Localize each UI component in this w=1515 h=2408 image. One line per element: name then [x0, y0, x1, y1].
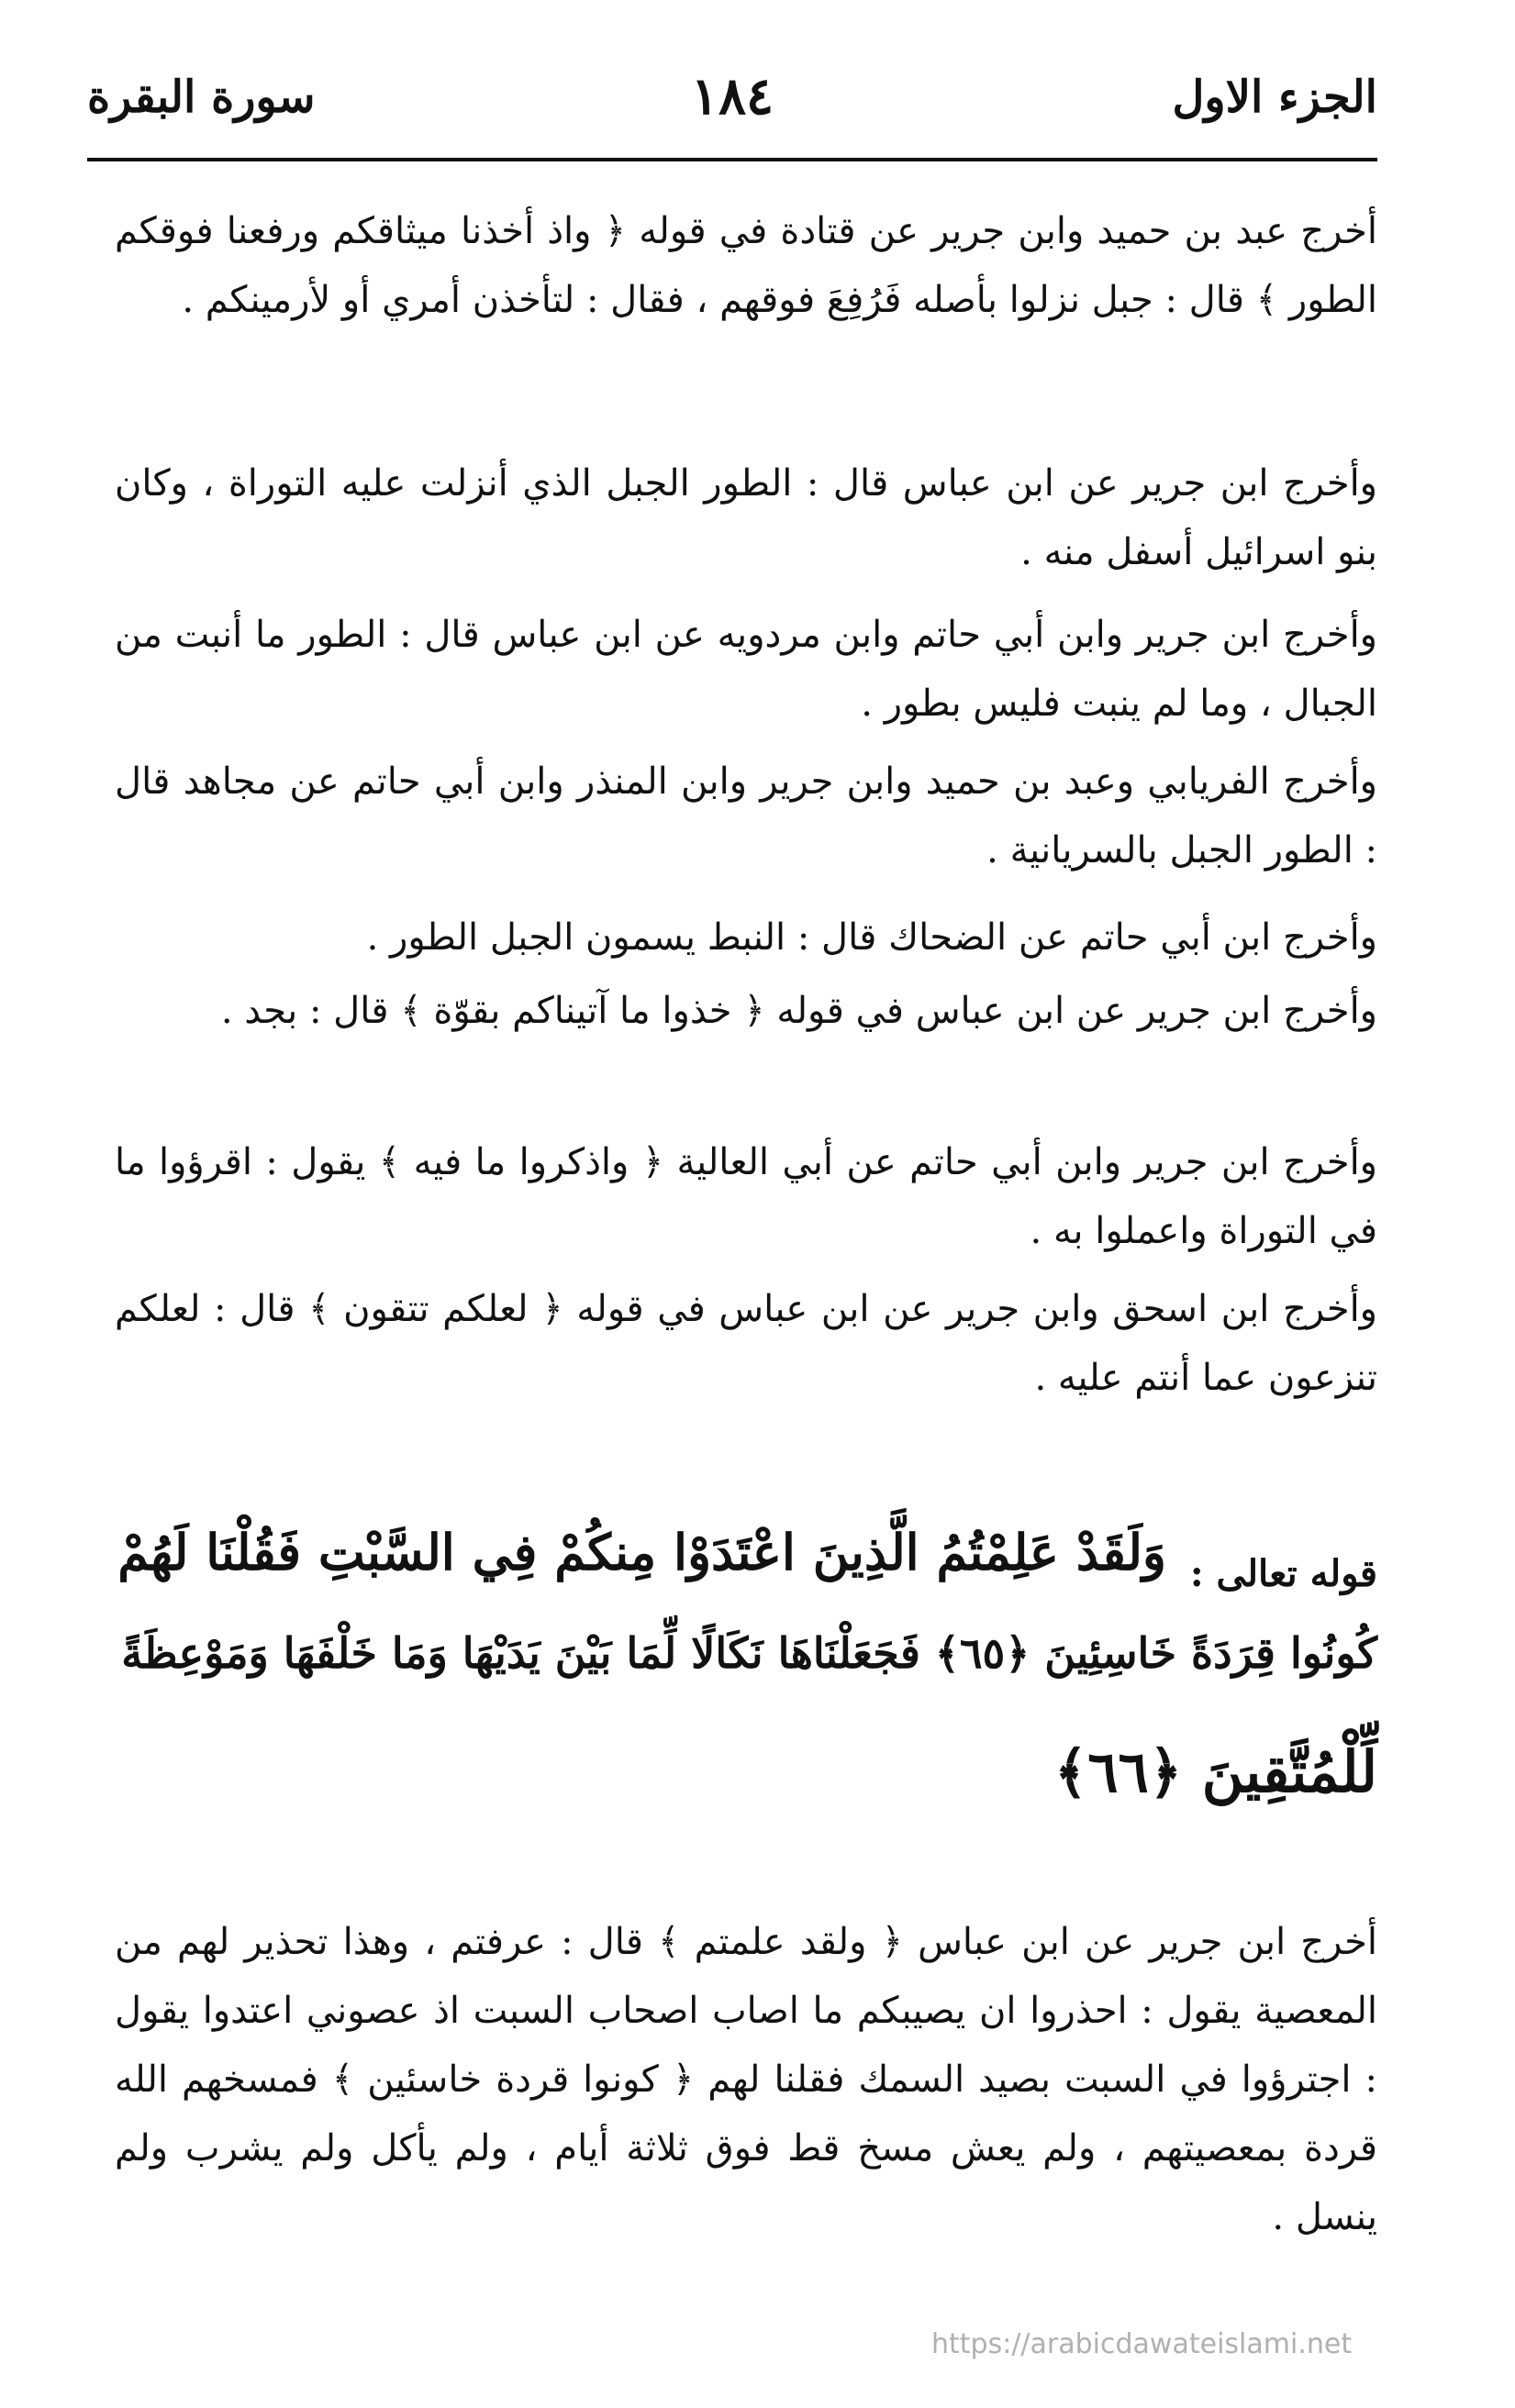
header-divider	[87, 158, 1377, 161]
page-number: ١٨٤	[690, 66, 774, 127]
verse-line-2: كُونُوا قِرَدَةً خَاسِئِينَ ﴿٦٥﴾ فَجَعَلْنَاهَا نَكَالًا لِّمَا بَيْنَ يَدَيْهَا وَمَا خَلْفَهَا وَمَوْعِظَةً	[121, 1628, 1377, 1678]
watermark-url: https://arabicdawateislami.net	[931, 2328, 1353, 2360]
paragraph-5: وأخرج ابن أبي حاتم عن الضحاك قال : النبط يسمون الجبل الطور .	[366, 916, 1377, 959]
surah-label: سورة البقرة	[87, 72, 316, 123]
part-label: الجزء الاول	[1172, 72, 1377, 123]
commentary-paragraph: أخرج ابن جرير عن ابن عباس ﴿ ولقد علمتم ﴾ قال : عرفتم ، وهذا تحذير لهم من المعصية يقول : احذروا ان يصيبكم ما اصاب اصحاب السبت اذ عصوني اعتدوا يقول : اجترؤوا في السبت بصيد السمك فقلنا لهم ﴿ كونوا قردة خاسئين ﴾ فمسخهم الله قردة بمعصيتهم ، ولم يعش مسخ قط فوق ثلاثة أيام ، ولم يأكل ولم يشرب ولم ينسل .	[115, 1921, 1378, 2238]
paragraph-3: وأخرج ابن جرير وابن أبي حاتم وابن مردويه عن ابن عباس قال : الطور ما أنبت من الجبال ، وما لم ينبت فليس بطور .	[115, 614, 1377, 725]
paragraph-2: وأخرج ابن جرير عن ابن عباس قال : الطور الجبل الذي أنزلت عليه التوراة ، وكان بنو اسرائيل أسفل منه .	[115, 462, 1377, 573]
verse-line-3: لِّلْمُتَّقِينَ ﴿٦٦﴾	[1053, 1738, 1377, 1805]
quran-verse-block	[115, 1514, 1377, 1853]
paragraph-7: وأخرج ابن جرير وابن أبي حاتم عن أبي العالية ﴿ واذكروا ما فيه ﴾ يقول : اقرؤوا ما في التوراة واعملوا به .	[115, 1141, 1377, 1252]
verse-line-1: وَلَقَدْ عَلِمْتُمُ الَّذِينَ اعْتَدَوْا مِنكُمْ فِي السَّبْتِ فَقُلْنَا لَهُمْ	[117, 1523, 1166, 1581]
paragraph-1: أخرج عبد بن حميد وابن جرير عن قتادة في قوله ﴿ واذ أخذنا ميثاقكم ورفعنا فوقكم الطور ﴾ قال : جبل نزلوا بأصله فَرُفِعَ فوقهم ، فقال : لتأخذن أمري أو لأرمينكم .	[115, 210, 1377, 321]
page-header	[87, 53, 1377, 163]
verse-intro: قوله تعالى :	[1189, 1552, 1377, 1595]
paragraph-8: وأخرج ابن اسحق وابن جرير عن ابن عباس في قوله ﴿ لعلكم تتقون ﴾ قال : لعلكم تنزعون عما أنتم عليه .	[115, 1288, 1377, 1399]
paragraph-4: وأخرج الفريابي وعبد بن حميد وابن جرير وابن المنذر وابن أبي حاتم عن مجاهد قال : الطور الجبل بالسريانية .	[115, 760, 1377, 871]
paragraph-6: وأخرج ابن جرير عن ابن عباس في قوله ﴿ خذوا ما آتيناكم بقوّة ﴾ قال : بجد .	[220, 990, 1377, 1032]
